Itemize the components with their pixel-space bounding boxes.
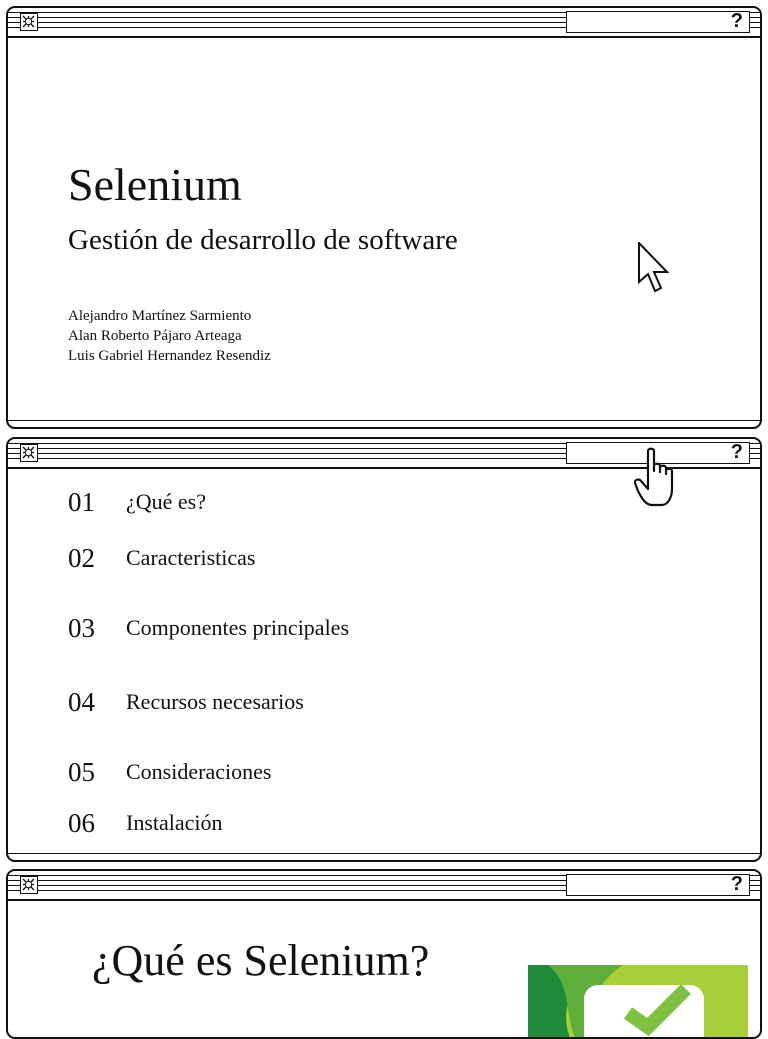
help-icon[interactable]: ?: [730, 441, 743, 463]
toc-label[interactable]: Caracteristicas: [126, 545, 256, 570]
toc-label[interactable]: Recursos necesarios: [126, 689, 304, 714]
arrow-cursor-icon: [638, 242, 672, 301]
presentation-subtitle: Gestión de desarrollo de software: [68, 224, 458, 256]
presentation-title: Selenium: [68, 159, 242, 210]
selenium-logo: [528, 965, 748, 1039]
help-box[interactable]: [566, 11, 750, 33]
author-name: Luis Gabriel Hernandez Resendiz: [68, 348, 271, 364]
author-name: Alejandro Martínez Sarmiento: [68, 308, 252, 324]
toc-number: 06: [68, 808, 95, 838]
toc-number: 01: [68, 487, 95, 517]
toc-label[interactable]: Componentes principales: [126, 615, 350, 640]
toc-label[interactable]: ¿Qué es?: [126, 489, 207, 514]
help-icon[interactable]: ?: [730, 873, 743, 895]
window-title-bar[interactable]: [8, 871, 760, 901]
window-bottom-rule: [8, 853, 760, 856]
window-title-slide: [6, 6, 762, 429]
toc-label[interactable]: Instalación: [126, 810, 223, 835]
toc-number: 04: [68, 687, 95, 717]
close-box-icon[interactable]: [20, 876, 38, 894]
toc-number: 05: [68, 757, 95, 787]
window-what-is-selenium: [6, 869, 762, 1039]
toc-number: 03: [68, 613, 95, 643]
window-title-bar[interactable]: [8, 8, 760, 38]
section-title: ¿Qué es Selenium?: [92, 936, 430, 985]
toc-label[interactable]: Consideraciones: [126, 759, 272, 784]
author-name: Alan Roberto Pájaro Arteaga: [68, 328, 242, 344]
author-list: [68, 306, 271, 366]
window-bottom-rule: [8, 420, 760, 423]
close-box-icon[interactable]: [20, 13, 38, 31]
help-icon[interactable]: ?: [730, 10, 743, 32]
hand-pointer-cursor-icon: [634, 447, 684, 514]
help-box[interactable]: [566, 874, 750, 896]
toc-number: 02: [68, 543, 95, 573]
close-box-icon[interactable]: [20, 444, 38, 462]
